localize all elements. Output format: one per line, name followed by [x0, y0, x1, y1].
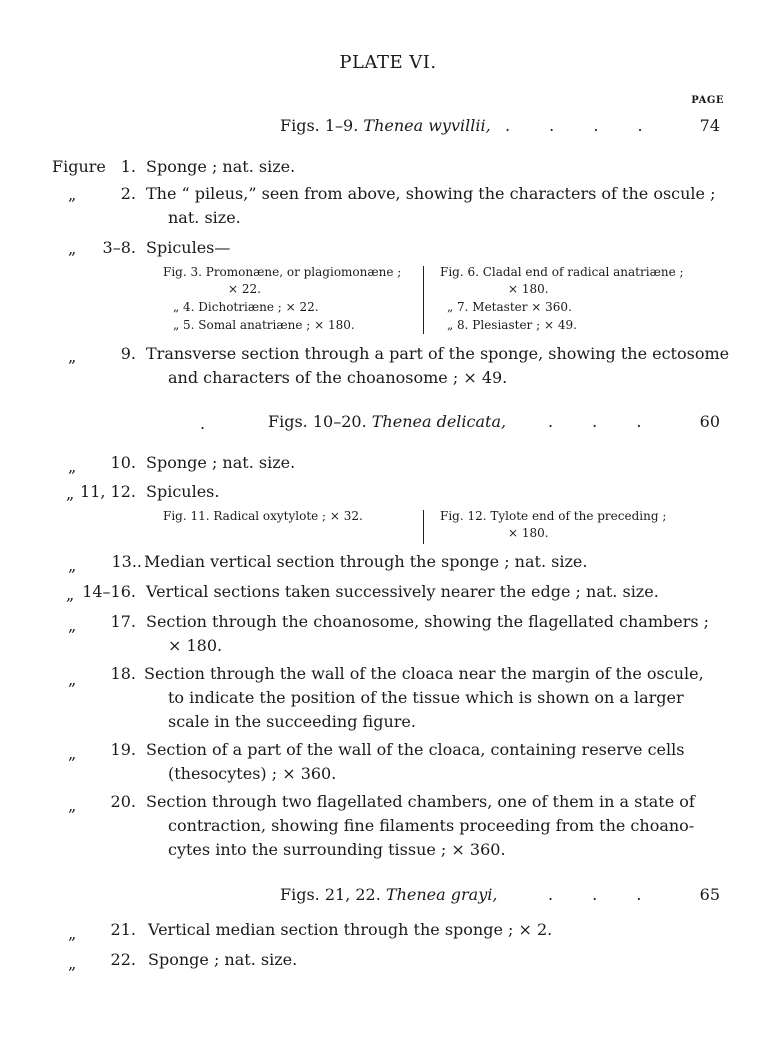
- entry-text: Sponge ; nat. size.: [146, 157, 296, 176]
- entry-marker: Figure: [52, 157, 106, 176]
- section-species: Thenea delicata,: [371, 412, 507, 431]
- entry-number: 3–8.: [102, 238, 136, 257]
- page-column-header: PAGE: [691, 95, 724, 106]
- section-species: Thenea wyvillii,: [363, 116, 491, 135]
- entry-text: Median vertical section through the sponge ; nat. size.: [144, 552, 588, 571]
- entry-number: 2.: [120, 184, 136, 203]
- entry-marker: „: [68, 616, 77, 635]
- entry-marker: „: [68, 744, 77, 763]
- entry-text-continued: cytes into the surrounding tissue ; × 360.: [168, 840, 506, 859]
- entry-text: Section through two flagellated chambers, one of them in a state of: [146, 792, 695, 811]
- section-page-number: 65: [699, 885, 720, 904]
- entry-text: Transverse section through a part of the sponge, showing the ectosome: [146, 344, 730, 363]
- entry-number: 17.: [110, 612, 136, 631]
- entry-number: 18.: [110, 664, 136, 683]
- entry-text-continued: nat. size.: [168, 208, 241, 227]
- spicule-caption: „ 7. Metaster × 360.: [447, 300, 572, 314]
- entry-number: 9.: [120, 344, 136, 363]
- entry-text: Sponge ; nat. size.: [148, 950, 298, 969]
- spicule-caption: Fig. 3. Promonæne, or plagiomonæne ;: [163, 265, 402, 279]
- entry-marker: „: [68, 796, 77, 815]
- leader-dots: . . .: [548, 885, 642, 904]
- entry-text-continued: to indicate the position of the tissue which is shown on a larger: [168, 688, 684, 707]
- entry-number: 14–16.: [82, 582, 136, 601]
- entry-number: 22.: [110, 950, 136, 969]
- entry-marker: „: [68, 954, 77, 973]
- entry-text-continued: (thesocytes) ; × 360.: [168, 764, 337, 783]
- entry-text: Spicules.: [146, 482, 220, 501]
- leader-dots: . . . .: [505, 116, 643, 135]
- entry-text-continued: contraction, showing fine filaments proceeding from the choano-: [168, 816, 695, 835]
- entry-text: Sponge ; nat. size.: [146, 453, 296, 472]
- section-figs: Figs. 21, 22.: [280, 885, 381, 904]
- section-figs: Figs. 1–9.: [280, 116, 359, 135]
- spicule-caption: Fig. 11. Radical oxytylote ; × 32.: [163, 509, 363, 523]
- section-heading: [280, 885, 497, 904]
- entry-text: Section through the wall of the cloaca near the margin of the oscule,: [144, 664, 704, 683]
- entry-marker: „: [66, 585, 75, 604]
- entry-number: 13..: [111, 552, 142, 571]
- entry-marker: „: [68, 556, 77, 575]
- entry-text-continued: and characters of the choanosome ; × 49.: [168, 368, 508, 387]
- leader-dots: . . .: [548, 412, 642, 431]
- section-heading: [268, 412, 506, 431]
- plate-title: PLATE VI.: [339, 52, 437, 73]
- entry-number: 19.: [110, 740, 136, 759]
- spicule-caption: Fig. 6. Cladal end of radical anatriæne ;: [440, 265, 684, 279]
- entry-text-continued: × 180.: [168, 636, 223, 655]
- entry-marker: „: [68, 670, 77, 689]
- entry-text: Vertical median section through the sponge ; × 2.: [148, 920, 553, 939]
- entry-marker: „: [68, 239, 77, 258]
- entry-number: 11, 12.: [80, 482, 136, 501]
- spicule-caption: × 180.: [508, 282, 549, 296]
- entry-marker: „: [66, 484, 75, 503]
- spicule-caption: „ 8. Plesiaster ; × 49.: [447, 318, 577, 332]
- section-species: Thenea grayi,: [385, 885, 498, 904]
- entry-text: Vertical sections taken successively nearer the edge ; nat. size.: [146, 582, 659, 601]
- entry-marker: „: [68, 457, 77, 476]
- spicule-caption: Fig. 12. Tylote end of the preceding ;: [440, 509, 667, 523]
- section-page-number: 60: [699, 412, 720, 431]
- column-divider: [423, 510, 424, 544]
- entry-number: 20.: [110, 792, 136, 811]
- entry-number: 10.: [110, 453, 136, 472]
- entry-text-continued: scale in the succeeding figure.: [168, 712, 416, 731]
- column-divider: [423, 266, 424, 334]
- section-figs: Figs. 10–20.: [268, 412, 367, 431]
- spicule-caption: „ 5. Somal anatriæne ; × 180.: [173, 318, 355, 332]
- entry-marker: „: [68, 924, 77, 943]
- stray-dot: .: [200, 414, 206, 433]
- spicule-caption: „ 4. Dichotriæne ; × 22.: [173, 300, 319, 314]
- entry-text: Section through the choanosome, showing the flagellated chambers ;: [146, 612, 710, 631]
- section-page-number: 74: [699, 116, 720, 135]
- entry-number: 21.: [110, 920, 136, 939]
- spicule-caption: × 22.: [228, 282, 261, 296]
- entry-text: Spicules—: [146, 238, 231, 257]
- spicule-caption: × 180.: [508, 526, 549, 540]
- section-heading: [280, 116, 491, 135]
- entry-text: The “ pileus,” seen from above, showing the characters of the oscule ;: [146, 184, 716, 203]
- entry-marker: „: [68, 347, 77, 366]
- entry-number: 1.: [120, 157, 136, 176]
- entry-text: Section of a part of the wall of the cloaca, containing reserve cells: [146, 740, 685, 759]
- entry-marker: „: [68, 185, 77, 204]
